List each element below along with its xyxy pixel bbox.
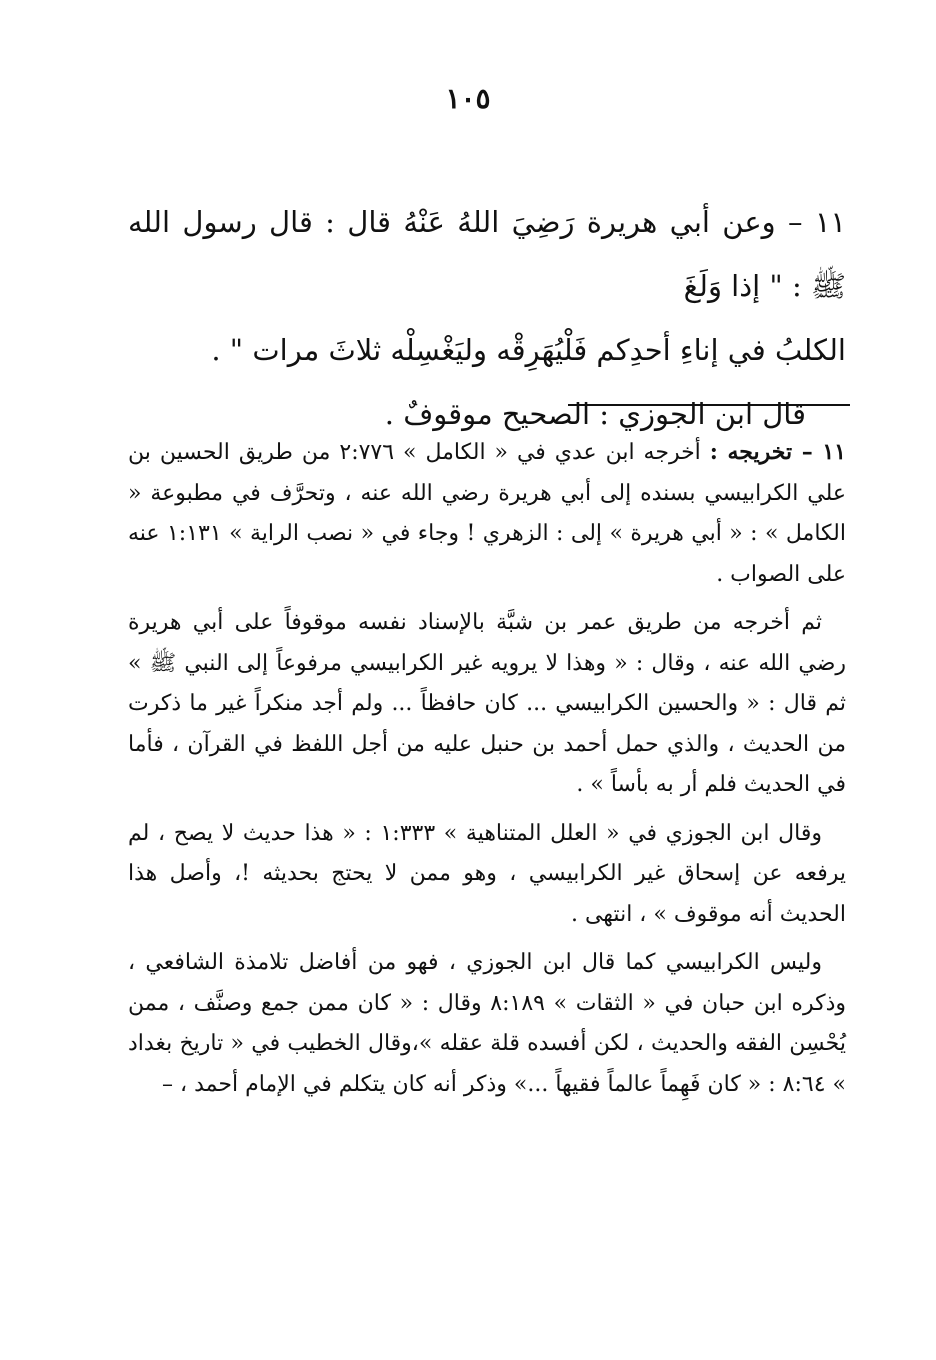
footnote-text: أخرجه ابن عدي في « الكامل » ٢:٧٧٦ من طريق الحسين بن علي الكرابيسي بسنده إلى أبي هريرة رضي الله عنه ، وتحرَّف في مطبوعة « الكامل » : « أبي هريرة » إلى : الزهري ! وجاء في « نصب الراية » ١:١٣١ عنه على الصواب . (128, 440, 846, 587)
footnotes (128, 432, 846, 1113)
footnote-separator (568, 404, 850, 406)
hadith-text (128, 190, 846, 446)
footnote-paragraph-2: ثم أخرجه من طريق عمر بن شبَّة بالإسناد نفسه موقوفاً على أبي هريرة رضي الله عنه ، وقال : « وهذا لا يرويه غير الكرابيسي مرفوعاً إلى النبي ﷺ » ثم قال : « والحسين الكرابيسي ... كان حافظاً ... ولم أجد منكراً غير ما ذكرت من الحديث ، والذي حمل أحمد بن حنبل عليه من أجل اللفظ في القرآن ، فأما في الحديث فلم أر به بأساً » . (128, 610, 846, 797)
footnote-label: ١١ – تخريجه : (709, 439, 846, 465)
page-number: ١٠٥ (445, 82, 491, 115)
footnote-paragraph-4: وليس الكرابيسي كما قال ابن الجوزي ، فهو من أفاضل تلامذة الشافعي ، وذكره ابن حبان في « الثقات » ٨:١٨٩ وقال : « كان ممن جمع وصنَّف ، ممن يُحْسِن الفقه والحديث ، لكن أفسده قلة عقله »،وقال الخطيب في « تاريخ بغداد » ٨:٦٤ : « كان فَهِماً عالماً فقيهاً ...» وذكر أنه كان يتكلم في الإمام أحمد ، – (128, 950, 846, 1097)
footnote-paragraph-1 (128, 432, 846, 595)
hadith-line-2: الكلبُ في إناءِ أحدِكم فَلْيُهَرِقْه وليَغْسِلْه ثلاثَ مرات " . (211, 333, 846, 367)
footnote-paragraph-3: وقال ابن الجوزي في « العلل المتناهية » ١:٣٣٣ : « هذا حديث لا يصح ، لم يرفعه عن إسحاق غير الكرابيسي ، وهو ممن لا يحتج بحديثه !، وأصل هذا الحديث أنه موقوف » ، انتهى . (128, 820, 846, 927)
hadith-line-1: ١١ – وعن أبي هريرة رَضِيَ اللهُ عَنْهُ قال : قال رسول الله ﷺ : " إذا وَلَغَ (128, 205, 846, 303)
hadith-line-3: قال ابن الجوزي : الصحيح موقوفٌ . (384, 397, 806, 431)
